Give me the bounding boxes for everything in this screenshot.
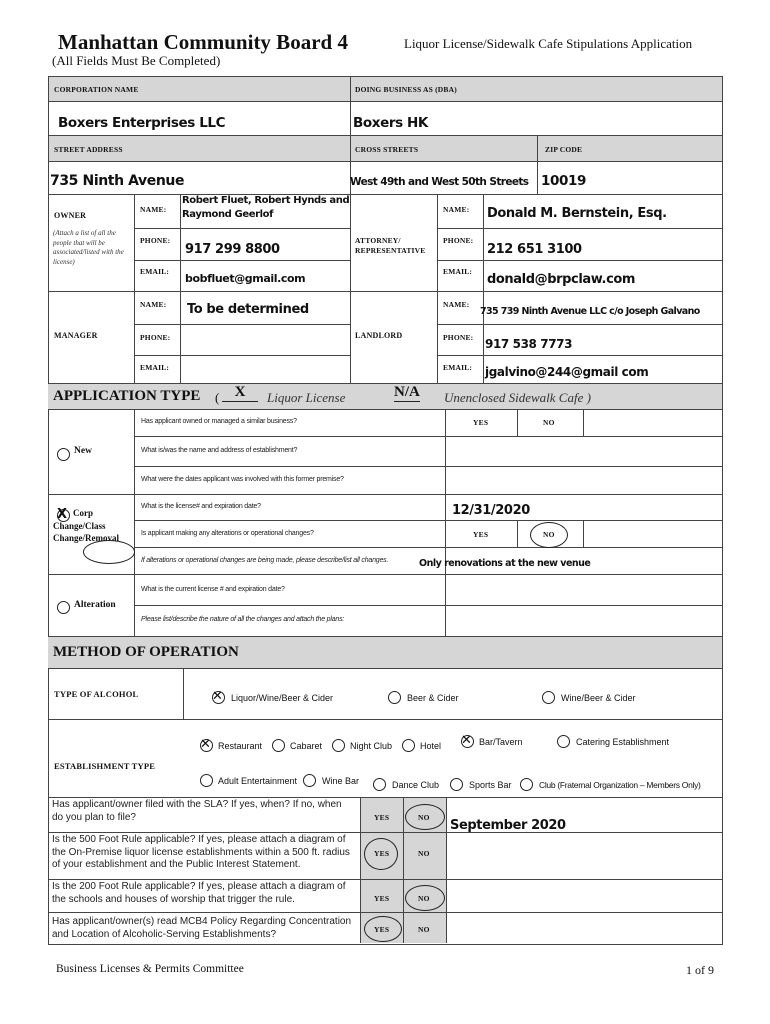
corp-name-label: CORPORATION NAME <box>54 85 139 94</box>
manager-email-label: EMAIL: <box>140 363 170 372</box>
corp-change-mark: X <box>57 507 68 522</box>
est-hotel: Hotel <box>420 741 442 751</box>
manager-name-label: NAME: <box>140 300 167 309</box>
page-subtitle: (All Fields Must Be Completed) <box>52 53 221 68</box>
establishment-label: ESTABLISHMENT TYPE <box>54 761 156 771</box>
removal-circle <box>83 540 135 564</box>
est-club: Club (Fraternal Organization – Members Only) <box>539 780 701 790</box>
alteration-radio[interactable] <box>57 601 70 614</box>
alcohol-option-1-radio[interactable] <box>388 691 401 704</box>
alteration-label: Alteration <box>74 600 116 610</box>
form-name: Liquor License/Sidewalk Cafe Stipulations Application <box>404 36 693 51</box>
question-0-yes[interactable]: YES <box>374 813 390 822</box>
est-bartavern-mark: ✕ <box>461 733 472 748</box>
owned-no[interactable]: NO <box>543 418 555 427</box>
question-0: Has applicant/owner filed with the SLA? If yes, when? If no, when do you plan to file? <box>52 799 342 823</box>
application-type-title: APPLICATION TYPE <box>53 388 201 404</box>
sidewalk-cafe-label: Unenclosed Sidewalk Cafe ) <box>444 390 591 405</box>
question-1-yes[interactable]: YES <box>374 849 390 858</box>
landlord-name-label: NAME: <box>443 300 470 309</box>
cross-label: CROSS STREETS <box>355 145 419 154</box>
owner-phone-label: PHONE: <box>140 236 171 245</box>
attorney-label: ATTORNEY/ REPRESENTATIVE <box>355 236 426 255</box>
sidewalk-cafe-mark: N/A <box>394 384 420 400</box>
q-owned-similar: Has applicant owned or managed a similar business? <box>141 418 297 425</box>
attorney-email-value: donald@brpclaw.com <box>487 272 636 287</box>
q-current-license: What is the current license # and expiration date? <box>141 586 285 593</box>
footer-page: 1 of 9 <box>686 963 714 977</box>
paren-open: ( <box>215 390 220 405</box>
est-sportsbar-radio[interactable] <box>450 778 463 791</box>
est-bartavern: Bar/Tavern <box>479 737 523 747</box>
attorney-email-label: EMAIL: <box>443 267 473 276</box>
est-nightclub-radio[interactable] <box>332 739 345 752</box>
street-label: STREET ADDRESS <box>54 145 123 154</box>
est-winebar-radio[interactable] <box>303 774 316 787</box>
est-restaurant: Restaurant <box>218 741 263 751</box>
q-dates: What were the dates applicant was involved with this former premise? <box>141 476 344 483</box>
alcohol-label: TYPE OF ALCOHOL <box>54 689 139 699</box>
attorney-name-label: NAME: <box>443 205 470 214</box>
question-0-no-circle <box>405 804 445 830</box>
liquor-license-mark: X <box>222 384 258 402</box>
question-2: Is the 200 Foot Rule applicable? If yes, please attach a diagram of the schools and houses of worship that trigger the rule. <box>52 881 346 905</box>
method-title: METHOD OF OPERATION <box>53 644 239 660</box>
owner-email-label: EMAIL: <box>140 267 170 276</box>
manager-label: MANAGER <box>54 331 98 340</box>
q-alterations: Is applicant making any alterations or operational changes? <box>141 530 314 537</box>
est-cabaret: Cabaret <box>290 741 323 751</box>
dba-label: DOING BUSINESS AS (DBA) <box>355 85 457 94</box>
question-2-no[interactable]: NO <box>418 894 430 903</box>
q-describe-nature: Please list/describe the nature of all the changes and attach the plans: <box>141 616 345 623</box>
corp-name-value: Boxers Enterprises LLC <box>58 115 226 131</box>
est-restaurant-mark: ✕ <box>200 737 211 752</box>
question-1: Is the 500 Foot Rule applicable? If yes, please attach a diagram of the On-Premise liquor license establishments within a 500 ft. radius of your establishment and the Public Interest Statement. <box>52 834 350 870</box>
question-3-yes[interactable]: YES <box>374 925 390 934</box>
attorney-phone-label: PHONE: <box>443 236 474 245</box>
est-club-radio[interactable] <box>520 778 533 791</box>
zip-value: 10019 <box>541 173 586 189</box>
owner-email-value: bobfluet@gmail.com <box>185 272 306 285</box>
owner-label: OWNER <box>54 211 87 220</box>
landlord-email-value: jgalvino@244@gmail com <box>485 365 649 379</box>
license-exp-value: 12/31/2020 <box>452 503 530 518</box>
alcohol-option-0: Liquor/Wine/Beer & Cider <box>231 693 334 703</box>
attorney-phone-value: 212 651 3100 <box>487 242 582 257</box>
est-catering: Catering Establishment <box>576 737 670 747</box>
zip-label: ZIP CODE <box>545 145 583 154</box>
page-title: Manhattan Community Board 4 <box>58 30 348 54</box>
est-winebar: Wine Bar <box>322 776 360 786</box>
est-cabaret-radio[interactable] <box>272 739 285 752</box>
attorney-name-value: Donald M. Bernstein, Esq. <box>487 206 667 221</box>
alcohol-option-2-radio[interactable] <box>542 691 555 704</box>
question-2-no-circle <box>405 885 445 911</box>
landlord-name-value: 735 739 Ninth Avenue LLC c/o Joseph Galvano <box>480 306 700 317</box>
est-catering-radio[interactable] <box>557 735 570 748</box>
question-3-yes-circle <box>364 916 402 942</box>
est-adult-radio[interactable] <box>200 774 213 787</box>
manager-phone-label: PHONE: <box>140 333 171 342</box>
new-label: New <box>74 446 92 456</box>
owned-yes[interactable]: YES <box>473 418 489 427</box>
question-1-yes-circle <box>364 838 398 870</box>
q-describe-changes: If alterations or operational changes are being made, please describe/list all changes. <box>141 557 389 564</box>
alterations-no-circle <box>530 522 568 548</box>
question-3: Has applicant/owner(s) read MCB4 Policy Regarding Concentration and Location of Alcoholic-Serving Establishments? <box>52 916 352 940</box>
liquor-license-label: Liquor License <box>267 390 346 405</box>
question-1-no[interactable]: NO <box>418 849 430 858</box>
alcohol-option-2: Wine/Beer & Cider <box>561 693 636 703</box>
street-value: 735 Ninth Avenue <box>50 173 185 189</box>
landlord-email-label: EMAIL: <box>443 363 473 372</box>
landlord-label: LANDLORD <box>355 331 403 340</box>
owner-phone-value: 917 299 8800 <box>185 242 280 257</box>
question-3-no[interactable]: NO <box>418 925 430 934</box>
footer-committee: Business Licenses & Permits Committee <box>56 963 244 975</box>
question-0-answer: September 2020 <box>450 818 566 833</box>
manager-name-value: To be determined <box>187 302 309 317</box>
dba-value: Boxers HK <box>353 115 428 131</box>
changes-value: Only renovations at the new venue <box>419 558 591 569</box>
alterations-no[interactable]: NO <box>543 530 555 539</box>
est-nightclub: Night Club <box>350 741 393 751</box>
landlord-phone-label: PHONE: <box>443 333 474 342</box>
alcohol-option-1: Beer & Cider <box>407 693 459 703</box>
question-0-no[interactable]: NO <box>418 813 430 822</box>
est-danceclub-radio[interactable] <box>373 778 386 791</box>
cross-value: West 49th and West 50th Streets <box>350 176 529 188</box>
est-hotel-radio[interactable] <box>402 739 415 752</box>
alterations-yes[interactable]: YES <box>473 530 489 539</box>
est-sportsbar: Sports Bar <box>469 780 512 790</box>
landlord-phone-value: 917 538 7773 <box>485 337 573 351</box>
est-danceclub: Dance Club <box>392 780 440 790</box>
question-2-yes[interactable]: YES <box>374 894 390 903</box>
q-license-exp: What is the license# and expiration date? <box>141 503 261 510</box>
q-name-address: What is/was the name and address of establishment? <box>141 447 298 454</box>
corp-change-label: Corp Change/Class Change/Removal <box>53 508 119 543</box>
alcohol-option-0-mark: ✕ <box>212 689 223 704</box>
owner-name-value: Robert Fluet, Robert Hynds and Raymond Geerlof <box>182 195 350 220</box>
est-adult: Adult Entertainment <box>218 776 298 786</box>
owner-name-label: NAME: <box>140 205 167 214</box>
owner-note: (Attach a list of all the people that will be associated/listed with the license) <box>53 229 124 266</box>
new-radio[interactable] <box>57 448 70 461</box>
